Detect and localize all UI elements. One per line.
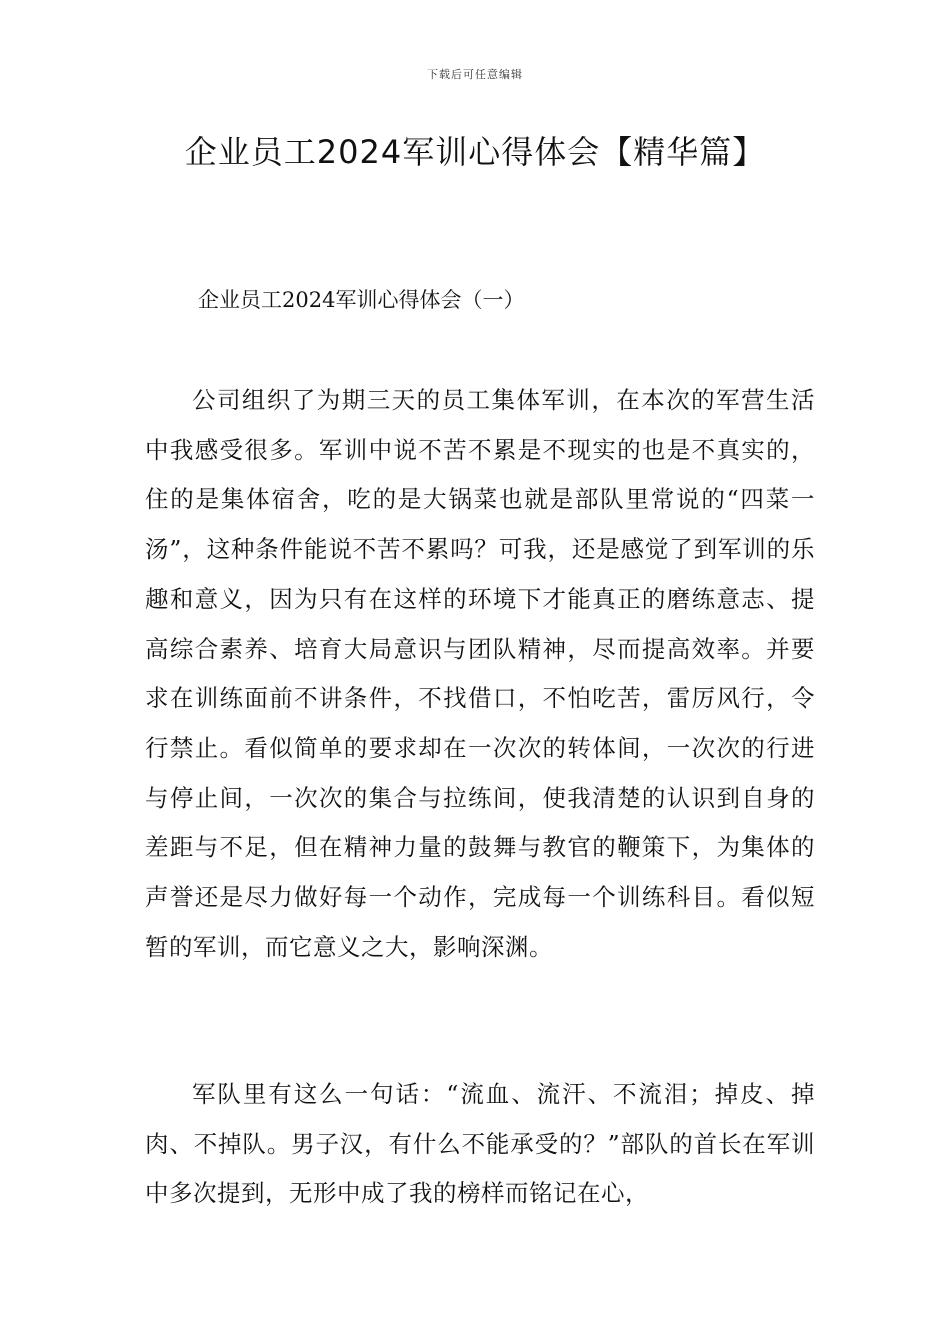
header-note: 下载后可任意编辑 (427, 68, 523, 81)
body-paragraph-2: 军队里有这么一句话：“流血、流汗、不流泪；掉皮、掉肉、不掉队。男子汉，有什么不能承受的？”部队的首长在军训中多次提到，无形中成了我的榜样而铭记在心， (145, 1080, 815, 1208)
page-title: 企业员工2024军训心得体会【精华篇】 (184, 133, 766, 171)
section-heading: 企业员工2024军训心得体会（一） (198, 288, 525, 312)
body-paragraph-1: 公司组织了为期三天的员工集体军训，在本次的军营生活中我感受很多。军训中说不苦不累是不现实的也是不真实的，住的是集体宿舍，吃的是大锅菜也就是部队里常说的“四菜一汤”，这种条件能说不苦不累吗？可我，还是感觉了到军训的乐趣和意义，因为只有在这样的环境下才能真正的磨练意志、提高综合素养、培育大局意识与团队精神，尽而提高效率。并要求在训练面前不讲条件，不找借口，不怕吃苦，雷厉风行，令行禁止。看似简单的要求却在一次次的转体间，一次次的行进与停止间，一次次的集合与拉练间，使我清楚的认识到自身的差距与不足，但在精神力量的鼓舞与教官的鞭策下，为集体的声誉还是尽力做好每一个动作，完成每一个训练科目。看似短暂的军训，而它意义之大，影响深渊。 (145, 386, 815, 961)
